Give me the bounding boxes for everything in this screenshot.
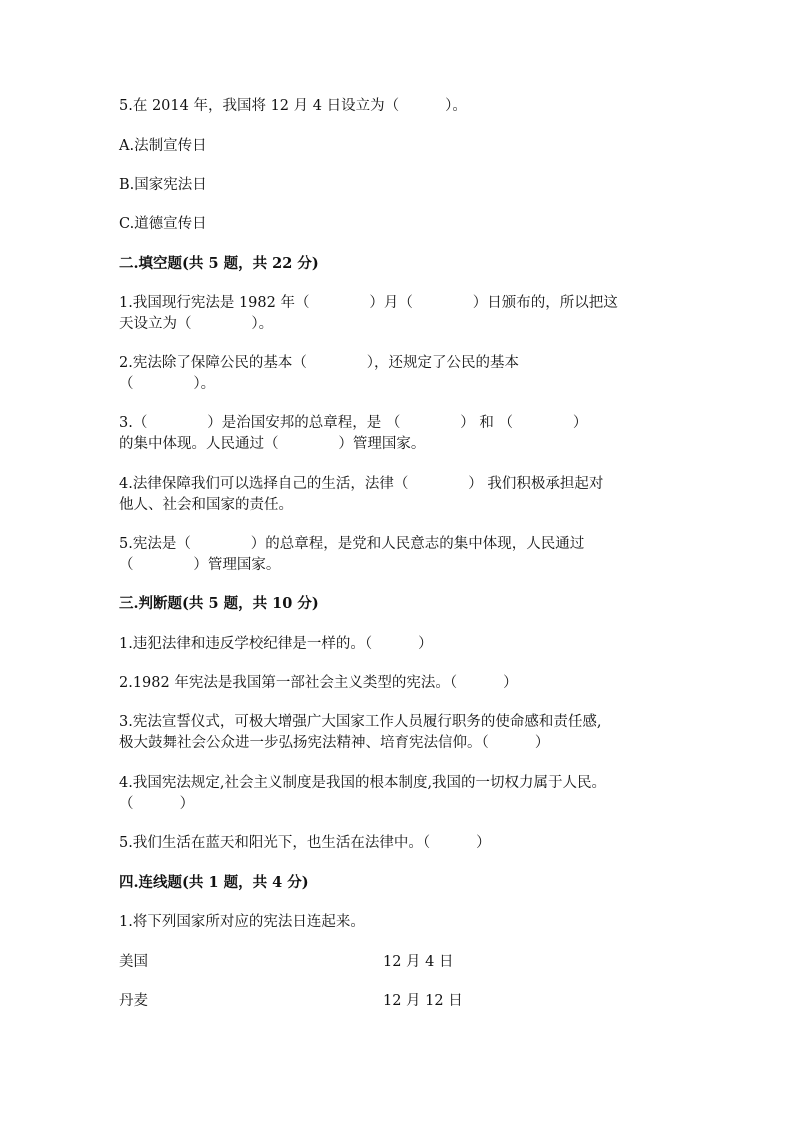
q5-option-c: C.道德宣传日 — [119, 216, 207, 232]
section-3-title: 三.判断题(共 5 题，共 10 分) — [119, 595, 319, 612]
judge-q5: 5.我们生活在蓝天和阳光下，也生活在法律中。（ ） — [119, 835, 491, 851]
fill-q5-line2: （ ）管理国家。 — [119, 557, 281, 573]
judge-q3-line1: 3.宪法宣誓仪式，可极大增强广大国家工作人员履行职务的使命感和责任感, — [119, 714, 602, 730]
section-4-title: 四.连线题(共 1 题，共 4 分) — [119, 874, 309, 891]
match-right-2: 12 月 12 日 — [383, 993, 463, 1009]
fill-q1-line2: 天设立为（ ）。 — [119, 316, 274, 332]
judge-q4-line2: （ ） — [119, 796, 195, 812]
fill-q4-line1: 4.法律保障我们可以选择自己的生活，法律（ ） 我们积极承担起对 — [119, 476, 604, 492]
fill-q4-line2: 他人、社会和国家的责任。 — [119, 497, 293, 513]
fill-q3-line2: 的集中体现。人民通过（ ）管理国家。 — [119, 436, 426, 452]
section-2-title: 二.填空题(共 5 题，共 22 分) — [119, 255, 319, 272]
fill-q3-line1: 3.（ ）是治国安邦的总章程，是 （ ） 和 （ ） — [119, 415, 588, 431]
match-question: 1.将下列国家所对应的宪法日连起来。 — [119, 914, 365, 930]
judge-q2: 2.1982 年宪法是我国第一部社会主义类型的宪法。（ ） — [119, 675, 518, 691]
fill-q1-line1: 1.我国现行宪法是 1982 年（ ）月（ ）日颁布的，所以把这 — [119, 295, 618, 311]
judge-q4-line1: 4.我国宪法规定,社会主义制度是我国的根本制度,我国的一切权力属于人民。 — [119, 775, 607, 791]
judge-q1: 1.违犯法律和违反学校纪律是一样的。（ ） — [119, 636, 433, 652]
q5-stem: 5.在 2014 年，我国将 12 月 4 日设立为（ ）。 — [119, 98, 467, 114]
match-left-2: 丹麦 — [119, 993, 148, 1009]
fill-q2-line1: 2.宪法除了保障公民的基本（ ），还规定了公民的基本 — [119, 355, 520, 371]
q5-option-a: A.法制宣传日 — [119, 138, 207, 154]
match-left-1: 美国 — [119, 954, 148, 970]
q5-option-b: B.国家宪法日 — [119, 177, 207, 193]
fill-q5-line1: 5.宪法是（ ）的总章程，是党和人民意志的集中体现，人民通过 — [119, 536, 585, 552]
fill-q2-line2: （ ）。 — [119, 376, 216, 392]
match-right-1: 12 月 4 日 — [383, 954, 454, 970]
judge-q3-line2: 极大鼓舞社会公众进一步弘扬宪法精神、培育宪法信仰。（ ） — [119, 735, 550, 751]
